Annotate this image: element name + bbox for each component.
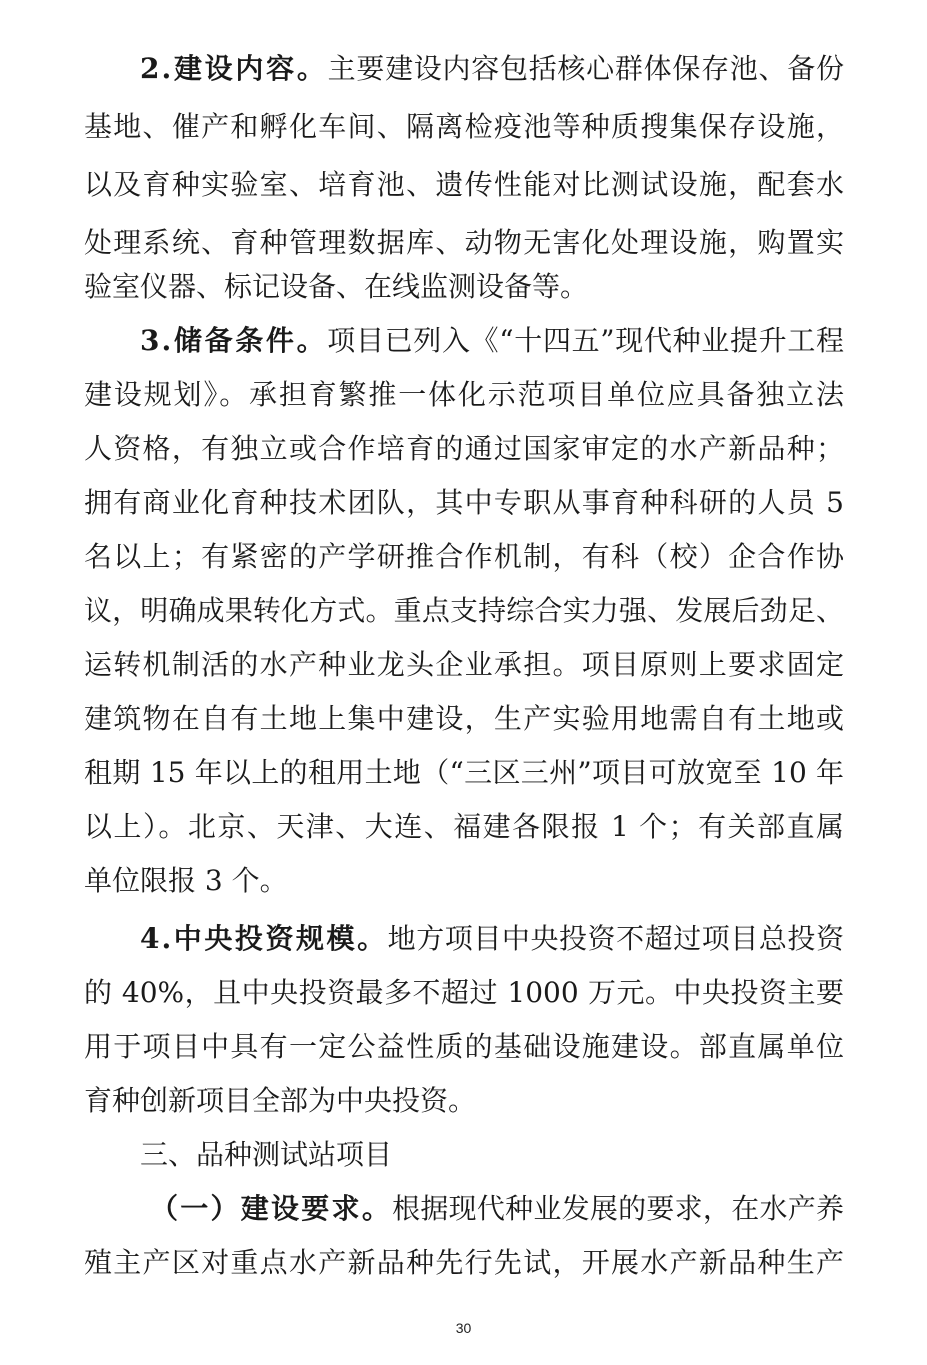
subsection-1-heading: （一）建设要求。 xyxy=(150,1192,393,1225)
paragraph-3-line-7: 运转机制活的水产种业龙头企业承担。项目原则上要求固定 xyxy=(84,648,844,681)
page-number: 30 xyxy=(455,1320,472,1336)
paragraph-5-line-1 xyxy=(150,1180,844,1238)
section-4-heading: 4.中央投资规模。 xyxy=(140,922,388,955)
section-three-title: 三、品种测试站项目 xyxy=(140,1138,393,1171)
paragraph-3-line-8: 建筑物在自有土地上集中建设，生产实验用地需自有土地或 xyxy=(84,702,844,735)
paragraph-4-line-4: 育种创新项目全部为中央投资。 xyxy=(84,1084,477,1117)
section-4-text: 地方项目中央投资不超过项目总投资 xyxy=(387,922,844,955)
section-2-heading: 2.建设内容。 xyxy=(140,52,328,85)
paragraph-4-line-3: 用于项目中具有一定公益性质的基础设施建设。部直属单位 xyxy=(84,1030,844,1063)
paragraph-2-line-4: 处理系统、育种管理数据库、动物无害化处理设施，购置实 xyxy=(84,226,844,259)
paragraph-3-line-3: 人资格，有独立或合作培育的通过国家审定的水产新品种； xyxy=(84,432,844,465)
paragraph-3-line-11: 单位限报 3 个。 xyxy=(84,864,288,897)
subsection-1-text: 根据现代种业发展的要求，在水产养 xyxy=(392,1192,844,1225)
paragraph-4-line-1 xyxy=(140,910,844,968)
paragraph-2-line-1 xyxy=(140,40,844,98)
paragraph-3-line-1 xyxy=(140,312,844,370)
paragraph-3-line-10: 以上）。北京、天津、大连、福建各限报 1 个；有关部直属 xyxy=(84,810,844,843)
paragraph-4-line-2: 的 40%，且中央投资最多不超过 1000 万元。中央投资主要 xyxy=(84,976,844,1009)
paragraph-3-line-6: 议，明确成果转化方式。重点支持综合实力强、发展后劲足、 xyxy=(84,594,844,627)
section-3-text: 项目已列入《“十四五”现代种业提升工程 xyxy=(327,324,844,357)
paragraph-2-line-2: 基地、催产和孵化车间、隔离检疫池等种质搜集保存设施， xyxy=(84,110,844,143)
section-2-text: 主要建设内容包括核心群体保存池、备份 xyxy=(327,52,844,85)
paragraph-3-line-9: 租期 15 年以上的租用土地（“三区三州”项目可放宽至 10 年 xyxy=(84,756,844,789)
paragraph-2-line-5: 验室仪器、标记设备、在线监测设备等。 xyxy=(84,270,589,303)
paragraph-3-line-5: 名以上；有紧密的产学研推合作机制，有科（校）企合作协 xyxy=(84,540,844,573)
paragraph-2-line-3: 以及育种实验室、培育池、遗传性能对比测试设施，配套水 xyxy=(84,168,844,201)
paragraph-3-line-2: 建设规划》。承担育繁推一体化示范项目单位应具备独立法 xyxy=(84,378,844,411)
paragraph-5-line-2: 殖主产区对重点水产新品种先行先试，开展水产新品种生产 xyxy=(84,1246,844,1279)
section-3-heading: 3.储备条件。 xyxy=(140,324,328,357)
paragraph-3-line-4: 拥有商业化育种技术团队，其中专职从事育种科研的人员 5 xyxy=(84,486,844,519)
